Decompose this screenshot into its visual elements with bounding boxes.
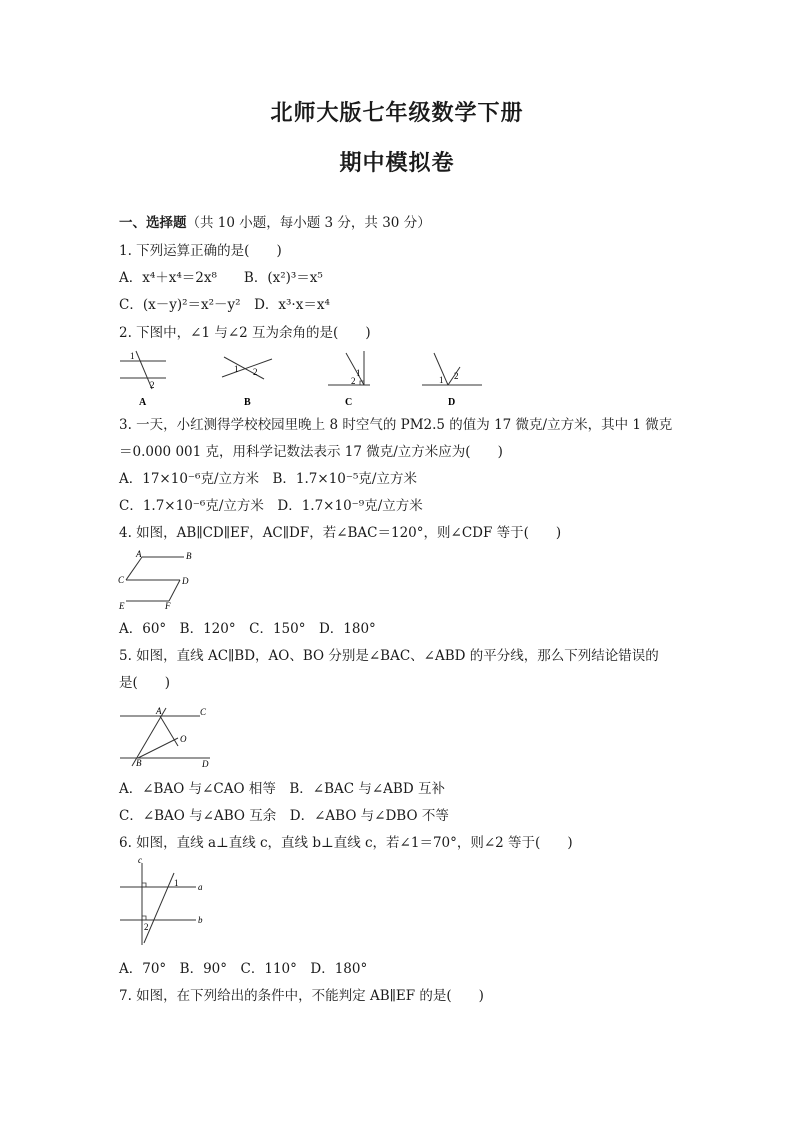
q2-a-angle2: 2 [150, 380, 155, 390]
q5-figure [114, 702, 226, 770]
q2-d-angle2: 2 [454, 371, 459, 381]
q4-point-f: F [165, 601, 171, 611]
section-heading-label: 一、选择题 [119, 215, 187, 231]
q4-point-d: D [182, 576, 189, 586]
q2-d-angle1: 1 [439, 375, 444, 385]
document-subtitle: 期中模拟卷 [339, 150, 455, 176]
q6-label-b: b [198, 915, 203, 925]
q6-label-a: a [198, 882, 203, 892]
q2-figure-b [222, 357, 272, 408]
q2-c-angle1: 1 [356, 368, 361, 378]
q2-b-angle2: 2 [253, 367, 258, 377]
q2-figure-a [120, 351, 166, 408]
q6-angle1: 1 [174, 878, 179, 888]
q2-c-angle2: 2 [351, 376, 356, 386]
q3-stem-line2: ＝0.000 001 克，用科学记数法表示 17 微克/立方米应为( ) [119, 444, 503, 460]
q4-stem: 4. 如图，AB∥CD∥EF，AC∥DF，若∠BAC＝120°，则∠CDF 等于( ) [119, 525, 562, 541]
q4-figure [114, 547, 204, 613]
q1-options-row2: C．(x－y)²＝x²－y² D．x³·x＝x⁴ [119, 297, 330, 313]
q5-point-c: C [200, 707, 207, 717]
q5-stem-line2: 是( ) [119, 675, 171, 691]
q6-angle2: 2 [144, 922, 149, 932]
q2-figures [112, 347, 492, 409]
q2-label-a: A [139, 397, 147, 408]
q2-label-d: D [448, 397, 456, 408]
q2-figure-c [328, 351, 370, 408]
section-heading-info: （共 10 小题，每小题 3 分，共 30 分） [186, 215, 431, 231]
q4-point-a: A [136, 549, 142, 559]
q2-stem: 2. 下图中，∠1 与∠2 互为余角的是( ) [119, 325, 371, 341]
q5-point-d: D [202, 759, 209, 769]
q3-stem-line1: 3. 一天，小红测得学校校园里晚上 8 时空气的 PM2.5 的值为 17 微克/立方米，其中 1 微克 [119, 417, 673, 433]
q5-options-row2: C．∠BAO 与∠ABO 互余 D．∠ABO 与∠DBO 不等 [119, 808, 449, 824]
q7-stem: 7. 如图，在下列给出的条件中，不能判定 AB∥EF 的是( ) [119, 988, 484, 1004]
q2-a-angle1: 1 [130, 351, 135, 361]
q2-label-c: C [345, 397, 353, 408]
q5-options-row1: A．∠BAO 与∠CAO 相等 B．∠BAC 与∠ABD 互补 [119, 781, 445, 797]
q1-options-row1: A．x⁴＋x⁴＝2x⁸ B．(x²)³＝x⁵ [119, 270, 323, 286]
q3-options-row2: C．1.7×10⁻⁶克/立方米 D．1.7×10⁻⁹克/立方米 [119, 498, 423, 514]
q2-figure-d [422, 353, 482, 408]
q5-point-o: O [180, 734, 187, 744]
q4-point-e: E [119, 601, 125, 611]
q2-b-angle1: 1 [234, 364, 239, 374]
q3-options-row1: A．17×10⁻⁶克/立方米 B．1.7×10⁻⁵克/立方米 [119, 471, 417, 487]
q5-point-a: A [156, 706, 162, 716]
q6-stem: 6. 如图，直线 a⊥直线 c，直线 b⊥直线 c，若∠1＝70°，则∠2 等于( ) [119, 835, 573, 851]
section-heading [119, 214, 431, 232]
q4-point-c: C [118, 575, 125, 585]
q6-figure [114, 857, 210, 949]
document-title: 北师大版七年级数学下册 [270, 100, 524, 126]
q6-options: A．70° B．90° C．110° D．180° [119, 961, 368, 977]
q5-stem-line1: 5. 如图，直线 AC∥BD，AO、BO 分别是∠BAC、∠ABD 的平分线，那么下列结论错误的 [119, 648, 659, 664]
q6-label-c: c [138, 857, 142, 865]
q5-point-b: B [136, 758, 142, 768]
q4-options: A．60° B．120° C．150° D．180° [119, 621, 376, 637]
q4-point-b: B [186, 551, 192, 561]
q1-stem: 1. 下列运算正确的是( ) [119, 243, 282, 259]
q2-label-b: B [244, 397, 251, 408]
